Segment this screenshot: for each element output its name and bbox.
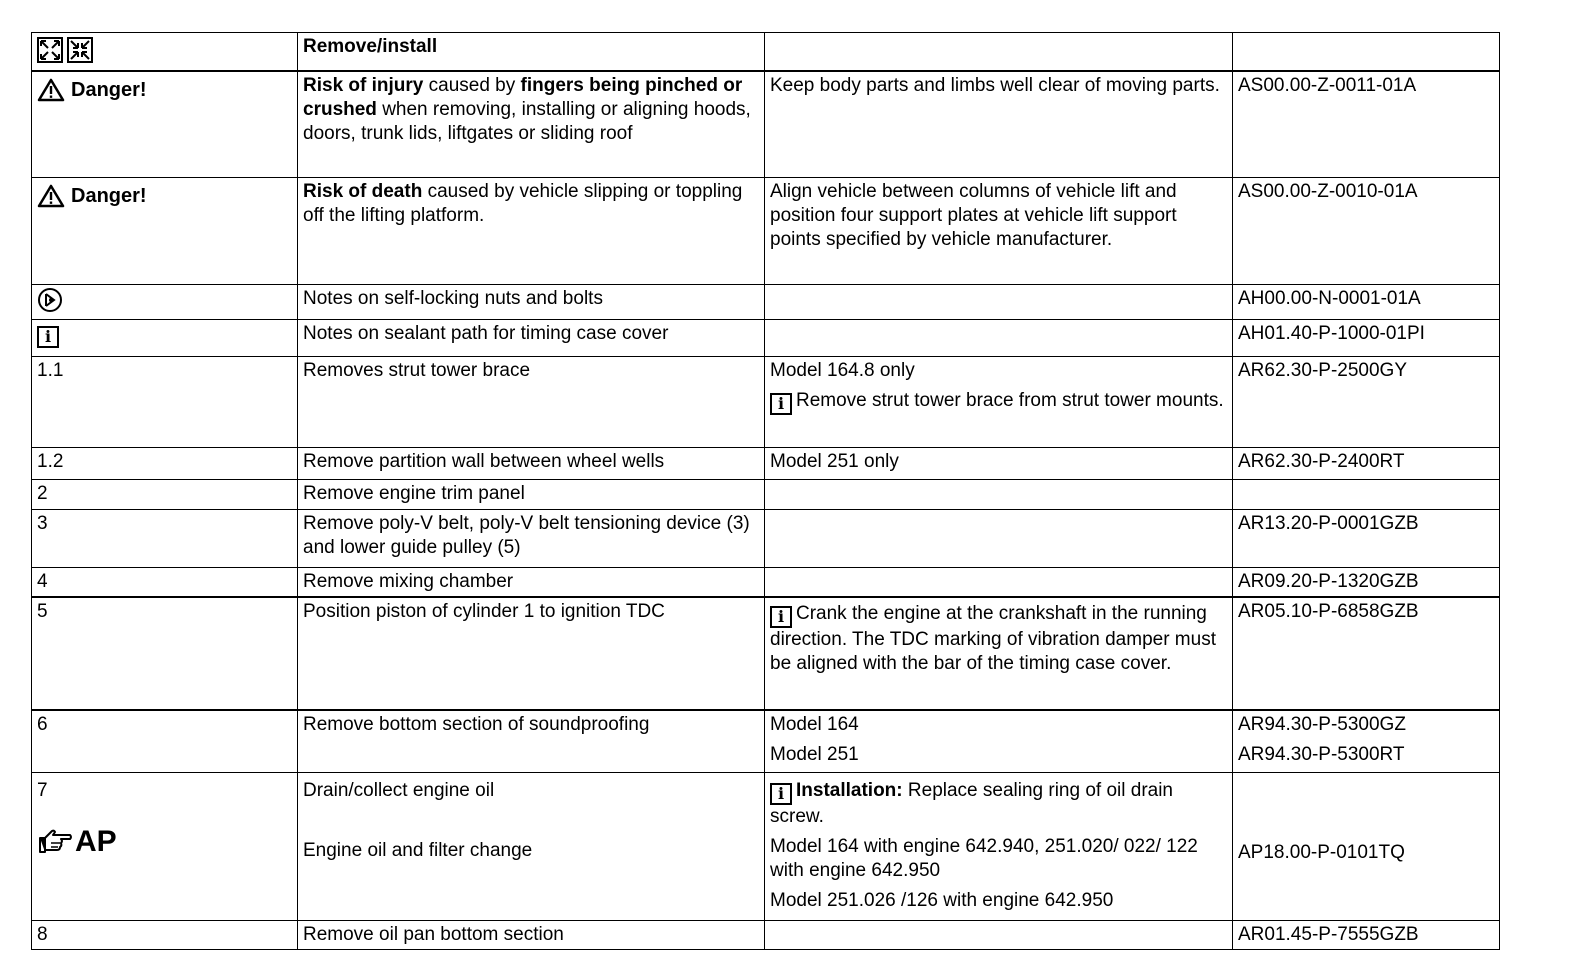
table-row — [32, 178, 1500, 285]
table-row — [32, 597, 1500, 710]
info-icon: i — [37, 326, 59, 348]
step-text: Drain/collect engine oil — [303, 779, 495, 801]
model-note: Model 164.8 only — [770, 360, 915, 381]
document-reference: AR62.30-P-2500GY — [1233, 357, 1500, 448]
procedure-table — [31, 32, 1500, 950]
document-reference: AR05.10-P-6858GZB — [1233, 597, 1500, 710]
note-text: Notes on sealant path for timing case cover — [298, 320, 765, 357]
table-row — [32, 357, 1500, 448]
document-reference: AR94.30-P-5300GZ — [1238, 714, 1406, 735]
step-text: Remove oil pan bottom section — [298, 920, 765, 949]
danger-label: Danger! — [71, 185, 147, 207]
document-reference: AH00.00-N-0001-01A — [1233, 285, 1500, 320]
table-row — [32, 772, 1500, 920]
table-row — [32, 320, 1500, 357]
step-number: 4 — [32, 568, 298, 598]
step-number: 3 — [32, 510, 298, 568]
expand-icon — [37, 37, 63, 63]
model-note: Model 251 only — [765, 448, 1233, 480]
model-note: Model 251.026 /126 with engine 642.950 — [770, 889, 1114, 911]
risk-text: caused by — [423, 74, 521, 96]
document-reference: AS00.00-Z-0010-01A — [1233, 178, 1500, 285]
step-text: Remove partition wall between wheel wells — [298, 448, 765, 480]
info-icon: i — [770, 783, 792, 805]
step-text: Remove bottom section of soundproofing — [298, 710, 765, 772]
table-row — [32, 480, 1500, 510]
installation-label: Installation: — [796, 779, 903, 801]
instruction-text: Remove strut tower brace from strut tower mounts. — [796, 390, 1224, 411]
step-number: 1.1 — [32, 357, 298, 448]
step-number: 6 — [32, 710, 298, 772]
risk-text-bold: Risk of death — [303, 181, 423, 202]
instruction-text: Replace sealing ring of oil drain screw. — [770, 779, 1174, 827]
risk-text: when removing, installing or aligning hoods, doors, trunk lids, liftgates or sliding roof — [303, 98, 751, 144]
header-icons-cell — [32, 33, 298, 71]
document-reference: AR01.45-P-7555GZB — [1233, 920, 1500, 949]
header-row — [32, 33, 1500, 71]
table-row — [32, 568, 1500, 598]
instruction-text: Keep body parts and limbs well clear of moving parts. — [765, 71, 1233, 178]
step-number: 8 — [32, 920, 298, 949]
table-row — [32, 285, 1500, 320]
table-row — [32, 920, 1500, 949]
collapse-icon — [67, 37, 93, 63]
model-note: Model 251 — [770, 744, 859, 765]
document-reference: AP18.00-P-0101TQ — [1238, 841, 1405, 863]
nut-bolt-icon — [37, 287, 63, 313]
table-row — [32, 71, 1500, 178]
step-text: Remove poly-V belt, poly-V belt tensioning device (3) and lower guide pulley (5) — [298, 510, 765, 568]
step-text: Remove mixing chamber — [298, 568, 765, 598]
document-reference: AR13.20-P-0001GZB — [1233, 510, 1500, 568]
document-reference: AS00.00-Z-0011-01A — [1233, 71, 1500, 178]
note-text: Notes on self-locking nuts and bolts — [298, 285, 765, 320]
warning-triangle-icon — [37, 78, 65, 102]
info-icon: i — [770, 393, 792, 415]
header-title: Remove/install — [303, 36, 438, 57]
ap-label: AP — [75, 824, 117, 858]
step-number: 1.2 — [32, 448, 298, 480]
step-text: Remove engine trim panel — [298, 480, 765, 510]
step-text: Position piston of cylinder 1 to ignition TDC — [298, 597, 765, 710]
step-number: 7 — [37, 779, 48, 801]
document-reference: AR09.20-P-1320GZB — [1233, 568, 1500, 598]
step-number: 5 — [32, 597, 298, 710]
danger-label: Danger! — [71, 78, 147, 101]
step-number: 2 — [32, 480, 298, 510]
pointing-hand-icon — [37, 829, 73, 855]
info-icon: i — [770, 606, 792, 628]
table-row — [32, 510, 1500, 568]
model-note: Model 164 — [770, 714, 859, 735]
risk-text-bold: fingers being pinched or crushed — [303, 74, 743, 120]
risk-text-bold: Risk of injury — [303, 74, 424, 96]
document-reference: AR62.30-P-2400RT — [1233, 448, 1500, 480]
step-text: Engine oil and filter change — [303, 839, 533, 861]
document-reference: AR94.30-P-5300RT — [1238, 744, 1405, 765]
table-row — [32, 448, 1500, 480]
warning-triangle-icon — [37, 184, 65, 208]
instruction-text: Crank the engine at the crankshaft in the running direction. The TDC marking of vibration damper must be aligned with the bar of the timing case cover. — [770, 603, 1216, 674]
instruction-text: Align vehicle between columns of vehicle lift and position four support plates at vehicle lift support points specified by vehicle manufacturer. — [765, 178, 1233, 285]
document-reference: AH01.40-P-1000-01PI — [1233, 320, 1500, 357]
risk-text: caused by vehicle slipping or toppling off the lifting platform. — [303, 181, 743, 226]
table-row — [32, 710, 1500, 772]
step-text: Removes strut tower brace — [298, 357, 765, 448]
model-note: Model 164 with engine 642.940, 251.020/ 022/ 122 with engine 642.950 — [770, 835, 1198, 881]
